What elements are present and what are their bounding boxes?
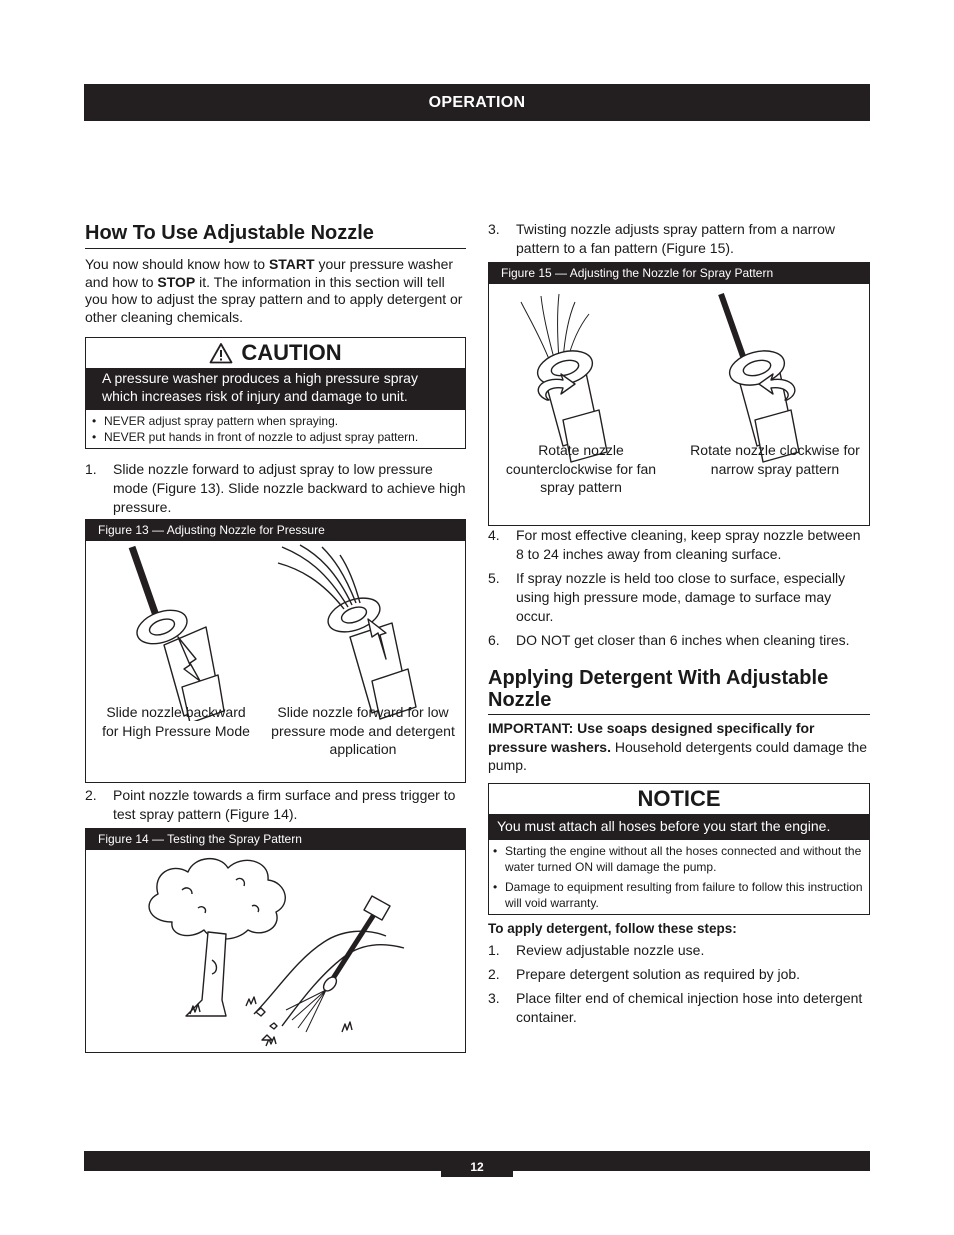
notice-title: NOTICE xyxy=(637,785,721,811)
figure-caption: Figure 14 — Testing the Spray Pattern xyxy=(86,829,465,850)
spray-test-illustration xyxy=(86,850,464,1050)
list-item: 6. DO NOT get closer than 6 inches when cleaning tires. xyxy=(488,632,850,648)
section-title: OPERATION xyxy=(428,94,526,111)
notice-list xyxy=(489,840,869,914)
important-paragraph: IMPORTANT: Use soaps designed specifically for pressure washers. Household detergents could damage the pump. xyxy=(488,720,868,773)
list-item: 1. Review adjustable nozzle use. xyxy=(488,941,705,958)
caution-title: CAUTION xyxy=(241,340,342,365)
figure-label: Rotate nozzle counterclockwise for fan spray pattern xyxy=(505,442,657,495)
nozzle-rotation-illustration xyxy=(489,284,868,464)
notice-bullet: • Starting the engine without all the hoses connected and without the water turned ON will damage the pump. xyxy=(491,843,863,875)
section-heading: Applying Detergent With Adjustable Nozzle xyxy=(488,667,870,715)
figure-14 xyxy=(85,828,466,1053)
caution-list xyxy=(86,410,465,448)
figure-caption: Figure 15 — Adjusting the Nozzle for Spray Pattern xyxy=(489,263,869,284)
section-header-bar xyxy=(84,84,870,121)
figure-caption: Figure 13 — Adjusting Nozzle for Pressure xyxy=(86,520,465,541)
notice-box xyxy=(488,783,870,915)
section-heading: How To Use Adjustable Nozzle xyxy=(85,222,466,249)
list-item: 5. If spray nozzle is held too close to surface, especially using high pressure mode, damage to surface may occur. xyxy=(488,570,846,624)
steps-list xyxy=(488,526,870,650)
caution-header xyxy=(86,338,465,368)
right-column xyxy=(488,220,870,1027)
caution-message: A pressure washer produces a high pressure spray which increases risk of injury and damage to unit. xyxy=(86,368,465,410)
caution-bullet: • NEVER adjust spray pattern when spraying. xyxy=(90,413,459,429)
list-item: 3. Twisting nozzle adjusts spray pattern from a narrow pattern to a fan pattern (Figure 15). xyxy=(488,221,836,256)
nozzle-pressure-illustration xyxy=(86,541,464,721)
left-column xyxy=(85,218,466,1053)
figure-label: Rotate nozzle clockwise for narrow spray pattern xyxy=(690,442,860,477)
list-item: 1. Slide nozzle forward to adjust spray to low pressure mode (Figure 13). Slide nozzle backward to achieve high pressure. xyxy=(85,461,466,515)
intro-paragraph: You now should know how to START your pressure washer and how to STOP it. The information in this section will tell you how to adjust the spray pattern and to apply detergent or other cleaning chemicals. xyxy=(85,256,463,325)
list-item: 4. For most effective cleaning, keep spray nozzle between 8 to 24 inches away from cleaning surface. xyxy=(488,527,861,562)
list-item: 3. Place filter end of chemical injection hose into detergent container. xyxy=(488,989,863,1025)
list-item: 2. Prepare detergent solution as required by job. xyxy=(488,965,801,982)
list-item: 2. Point nozzle towards a firm surface and press trigger to test spray pattern (Figure 14). xyxy=(85,787,456,822)
steps-heading: To apply detergent, follow these steps: xyxy=(488,920,737,936)
figure-13 xyxy=(85,519,466,783)
figure-15 xyxy=(488,262,870,526)
figure-label: Slide nozzle backward for High Pressure Mode xyxy=(102,704,250,739)
warning-triangle-icon xyxy=(209,342,233,364)
page-number: 12 xyxy=(441,1151,513,1177)
caution-bullet: • NEVER put hands in front of nozzle to adjust spray pattern. xyxy=(90,429,459,445)
notice-message: You must attach all hoses before you start the engine. xyxy=(489,814,869,840)
notice-bullet: • Damage to equipment resulting from failure to follow this instruction will void warranty. xyxy=(491,879,863,911)
caution-box xyxy=(85,337,466,449)
figure-label: Slide nozzle forward for low pressure mode and detergent application xyxy=(271,704,455,757)
